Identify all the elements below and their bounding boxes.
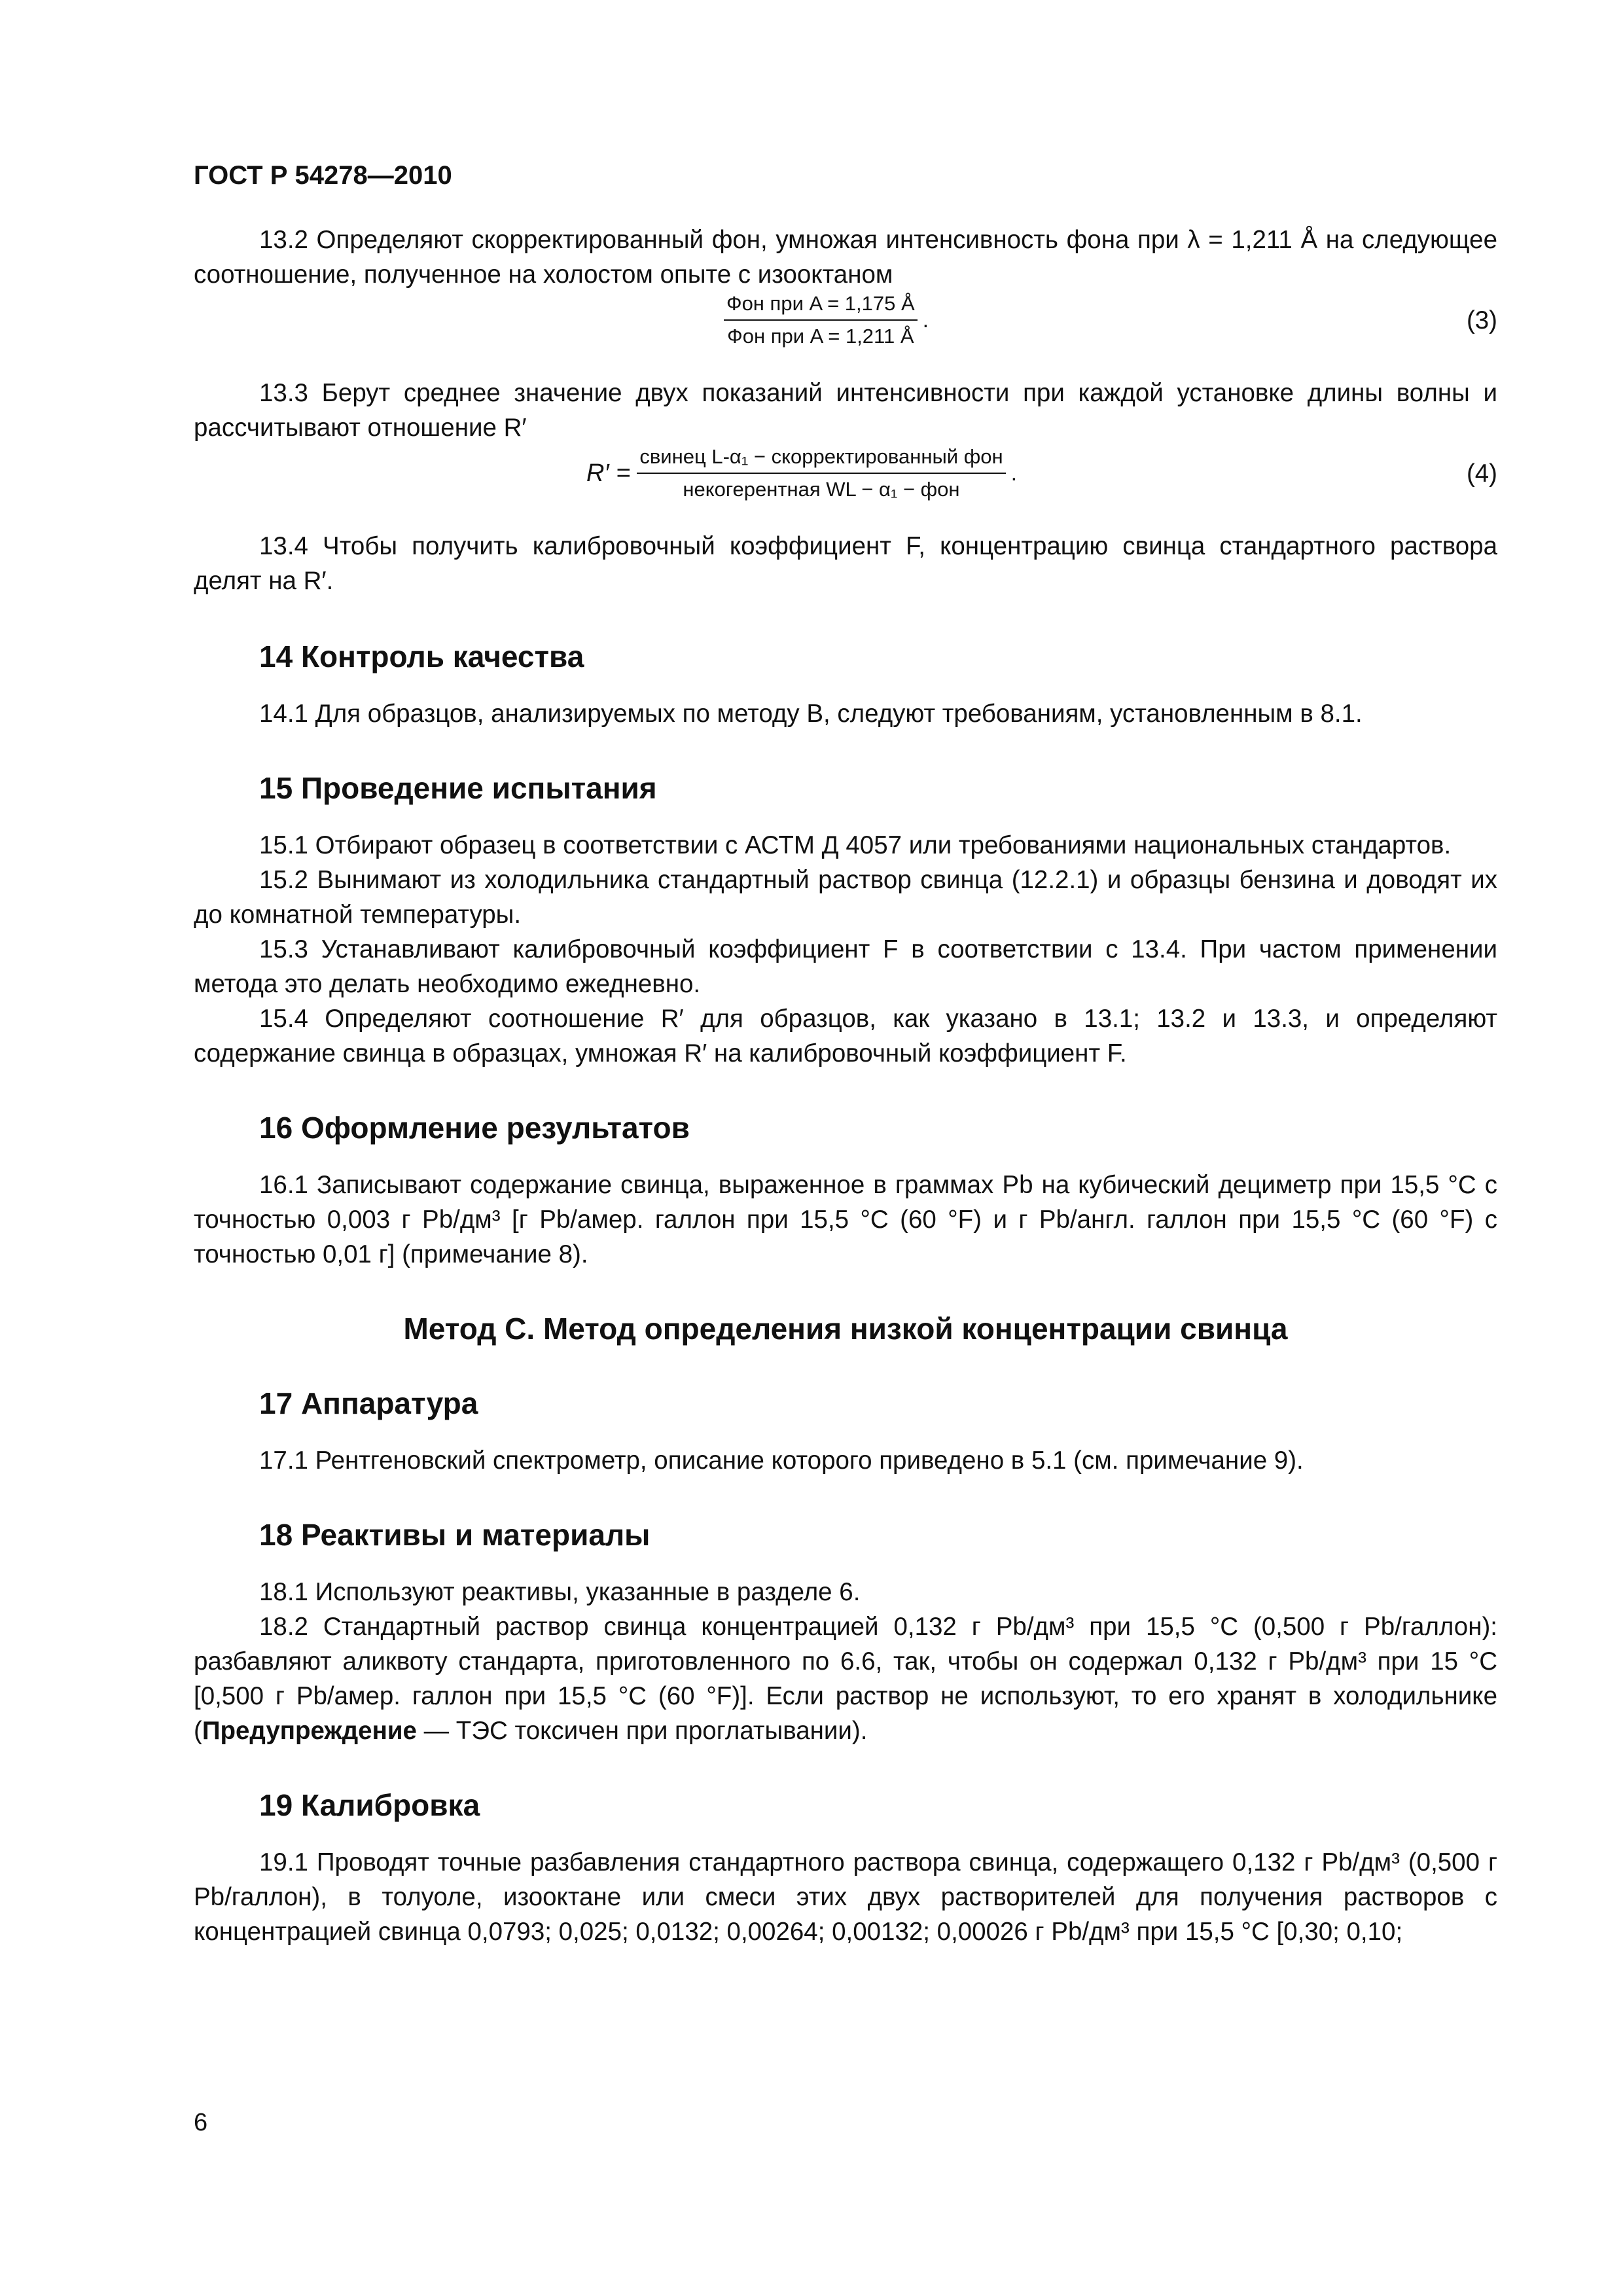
section-18-heading: 18 Реактивы и материалы [259,1518,651,1552]
section-17-heading: 17 Аппаратура [259,1386,478,1420]
equation-4-number: (4) [1466,459,1497,488]
section-16-heading: 16 Оформление результатов [259,1111,690,1145]
equation-4-period: . [1010,460,1018,486]
standard-header: ГОСТ Р 54278—2010 [194,161,452,190]
paragraph-16-1: 16.1 Записывают содержание свинца, выраженное в граммах Pb на кубический дециметр при 15,5 °С с точностью 0,003 г Pb/дм³ [г Pb/амер. галлон при 15,5 °С (60 °F) и г Pb/англ. галлон при 15,5 °С (60 °F) с точностью 0,01 г] (примечание 8). [194,1171,1497,1268]
equation-3-numerator: Фон при A = 1,175 Å [724,292,918,321]
equation-4-lhs: R′ = [586,459,631,487]
paragraph-14-1: 14.1 Для образцов, анализируемых по методу В, следуют требованиям, установленным в 8.1. [259,700,1363,728]
paragraph-13-3: 13.3 Берут среднее значение двух показаний интенсивности при каждой установке длины волны и рассчитывают отношение R′ [194,379,1497,442]
section-19-heading: 19 Калибровка [259,1788,480,1822]
equation-3 [194,292,1497,376]
paragraph-13-4: 13.4 Чтобы получить калибровочный коэффициент F, концентрацию свинца стандартного раствора делят на R′. [194,532,1497,595]
equation-3-denominator: Фон при A = 1,211 Å [727,325,914,348]
page-number: 6 [194,2109,208,2136]
paragraph-19-1: 19.1 Проводят точные разбавления стандартного раствора свинца, содержащего 0,132 г Pb/дм³ (0,500 г Pb/галлон), в толуоле, изооктане или смеси этих двух растворителей для получения растворов с концентрацией свинца 0,0793; 0,025; 0,0132; 0,00264; 0,00132; 0,00026 г Pb/дм³ при 15,5 °С [0,30; 0,10; [194,1848,1497,1946]
equation-3-number: (3) [1466,306,1497,334]
paragraph-15-1: 15.1 Отбирают образец в соответствии с АСТМ Д 4057 или требованиями национальных стандартов. [259,831,1452,859]
equation-3-expression [724,292,929,348]
equation-4-fraction [637,445,1005,501]
paragraph-17-1: 17.1 Рентгеновский спектрометр, описание которого приведено в 5.1 (см. примечание 9). [259,1446,1304,1475]
equation-3-period: . [922,307,929,332]
section-14-heading: 14 Контроль качества [259,639,584,673]
equation-4-denominator: некогерентная WL − α₁ − фон [683,478,960,501]
equation-4-numerator: свинец L-α₁ − скорректированный фон [637,445,1005,474]
paragraph-18-2-text: 18.2 Стандартный раствор свинца концентрацией 0,132 г Pb/дм³ при 15,5 °С (0,500 г Pb/галлон): разбавляют аликвоту стандарта, приготовленного по 6.6, так, чтобы он содержал 0,132 г Pb/дм³ при 15 °С [0,500 г Pb/амер. галлон при 15,5 °С (60 °F)]. Если раствор не используют, то его хранят в холодильнике ( [194,1613,1497,1745]
paragraph-18-2-end: — ТЭС токсичен при проглатывании). [416,1717,868,1745]
paragraph-15-3: 15.3 Устанавливают калибровочный коэффициент F в соответствии с 13.4. При частом применении метода это делать необходимо ежедневно. [194,935,1497,998]
paragraph-18-1: 18.1 Используют реактивы, указанные в разделе 6. [259,1578,861,1606]
paragraph-15-2: 15.2 Вынимают из холодильника стандартный раствор свинца (12.2.1) и образцы бензина и доводят их до комнатной температуры. [194,866,1497,929]
warning-label: Предупреждение [202,1717,417,1745]
paragraph-18-2 [194,1609,1497,1748]
method-c-heading: Метод С. Метод определения низкой концентрации свинца [403,1312,1288,1346]
paragraph-13-2: 13.2 Определяют скорректированный фон, умножая интенсивность фона при λ = 1,211 Å на следующее соотношение, полученное на холостом опыте с изооктаном [194,226,1497,289]
equation-3-fraction [724,292,918,348]
paragraph-15-4: 15.4 Определяют соотношение R′ для образцов, как указано в 13.1; 13.2 и 13.3, и определяют содержание свинца в образцах, умножая R′ на калибровочный коэффициент F. [194,1005,1497,1067]
body-column [194,223,1497,1949]
equation-4 [194,445,1497,529]
equation-4-expression [586,445,1017,501]
section-15-heading: 15 Проведение испытания [259,771,657,805]
